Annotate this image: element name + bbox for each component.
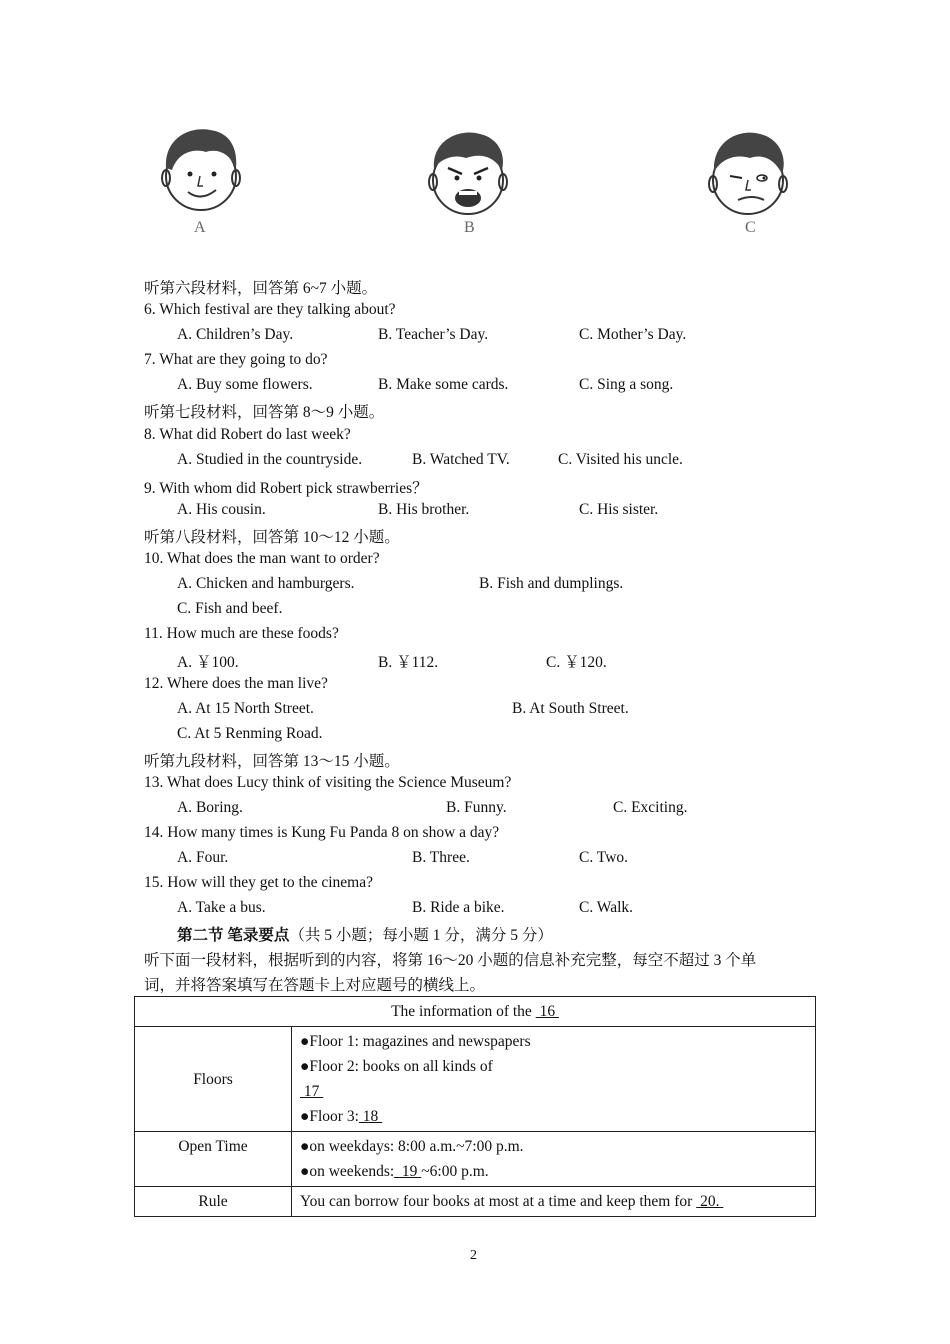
option-c: C. Fish and beef.: [177, 600, 283, 617]
part2-heading: [177, 923, 553, 945]
option-b: B. His brother.: [378, 501, 470, 518]
table-header: [135, 997, 816, 1027]
floor-3: [300, 1104, 807, 1129]
floor-3-text: ●Floor 3:: [300, 1108, 359, 1125]
displeased-face-icon: [706, 128, 790, 218]
option-a: A. Children’s Day.: [177, 326, 294, 343]
question-text: 9. With whom did Robert pick strawberries？: [144, 480, 428, 497]
option-a: A. His cousin.: [177, 501, 266, 518]
weekends-hours: [300, 1159, 807, 1184]
blank-20: 20.: [696, 1193, 724, 1210]
angry-face-icon: [426, 128, 510, 218]
face-label-a: A: [194, 219, 206, 236]
option-c: C. Visited his uncle.: [558, 451, 683, 468]
blank-18: 18: [358, 1108, 383, 1125]
table-row: [135, 1187, 816, 1217]
face-label-c: C: [745, 219, 756, 236]
option-c: C. Sing a song.: [579, 376, 674, 393]
option-b: B. Ride a bike.: [412, 899, 505, 916]
option-c: C. His sister.: [579, 501, 659, 518]
option-b: B. ￥112.: [378, 654, 439, 671]
option-b: B. Fish and dumplings.: [479, 575, 624, 592]
question-text: 13. What does Lucy think of visiting the Science Museum?: [144, 774, 512, 791]
option-a: A. ￥100.: [177, 654, 239, 671]
option-a: A. Chicken and hamburgers.: [177, 575, 355, 592]
information-table: [134, 996, 816, 1217]
part2-instruction: 词，并将答案填写在答题卡上对应题号的横线上。: [144, 977, 486, 994]
question-text: 11. How much are these foods?: [144, 625, 339, 642]
floor-2: ●Floor 2: books on all kinds of: [300, 1058, 493, 1075]
section-intro: 听第七段材料，回答第 8～9 小题。: [144, 404, 385, 421]
part2-title: 第二节 笔录要点: [177, 927, 290, 944]
option-c: C. ￥120.: [546, 654, 607, 671]
option-c: C. Exciting.: [613, 799, 688, 816]
option-c: C. Walk.: [579, 899, 634, 916]
face-label-b: B: [464, 219, 475, 236]
option-b: B. Watched TV.: [412, 451, 510, 468]
open-time-label: Open Time: [135, 1132, 292, 1187]
part2-score-note: （共 5 小题；每小题 1 分，满分 5 分）: [289, 927, 553, 944]
table-header-text: The information of the: [391, 1003, 536, 1020]
option-c: C. Mother’s Day.: [579, 326, 687, 343]
weekends-prefix: ●on weekends:: [300, 1163, 395, 1180]
blank-19: 19: [394, 1163, 422, 1180]
weekends-suffix: ~6:00 p.m.: [421, 1163, 489, 1180]
option-c: C. Two.: [579, 849, 629, 866]
section-intro: 听第六段材料，回答第 6~7 小题。: [144, 280, 378, 297]
question-text: 8. What did Robert do last week?: [144, 426, 351, 443]
table-row: [135, 1132, 816, 1187]
rule-label: Rule: [135, 1187, 292, 1217]
rule-content: [292, 1187, 816, 1217]
question-text: 12. Where does the man live?: [144, 675, 328, 692]
question-text: 7. What are they going to do?: [144, 351, 328, 368]
question-text: 6. Which festival are they talking about?: [144, 301, 396, 318]
option-b: B. Funny.: [446, 799, 507, 816]
rule-text: You can borrow four books at most at a time and keep them for: [300, 1193, 697, 1210]
weekdays-hours: ●on weekdays: 8:00 a.m.~7:00 p.m.: [300, 1138, 524, 1155]
blank-17: 17: [300, 1083, 324, 1100]
option-a: A. Boring.: [177, 799, 243, 816]
page-number: 2: [470, 1248, 477, 1263]
option-a: A. Take a bus.: [177, 899, 266, 916]
floors-content: [292, 1027, 816, 1132]
question-text: 15. How will they get to the cinema?: [144, 874, 373, 891]
option-a: A. Four.: [177, 849, 229, 866]
floor-1: ●Floor 1: magazines and newspapers: [300, 1033, 531, 1050]
option-a: A. Buy some flowers.: [177, 376, 313, 393]
option-b: B. Three.: [412, 849, 470, 866]
option-a: A. At 15 North Street.: [177, 700, 314, 717]
option-b: B. Teacher’s Day.: [378, 326, 489, 343]
option-b: B. At South Street.: [512, 700, 629, 717]
open-time-content: [292, 1132, 816, 1187]
option-c: C. At 5 Renming Road.: [177, 725, 323, 742]
table-row: [135, 1027, 816, 1132]
table-row: [135, 997, 816, 1027]
part2-instruction: 听下面一段材料，根据听到的内容，将第 16～20 小题的信息补充完整，每空不超过 3 个单: [144, 952, 757, 969]
option-b: B. Make some cards.: [378, 376, 509, 393]
blank-16: 16: [535, 1003, 559, 1020]
section-intro: 听第九段材料，回答第 13～15 小题。: [144, 753, 400, 770]
floors-label: Floors: [135, 1027, 292, 1132]
section-intro: 听第八段材料，回答第 10～12 小题。: [144, 529, 400, 546]
smiling-face-icon: [160, 124, 242, 214]
option-a: A. Studied in the countryside.: [177, 451, 363, 468]
question-text: 10. What does the man want to order?: [144, 550, 380, 567]
question-text: 14. How many times is Kung Fu Panda 8 on show a day?: [144, 824, 500, 841]
